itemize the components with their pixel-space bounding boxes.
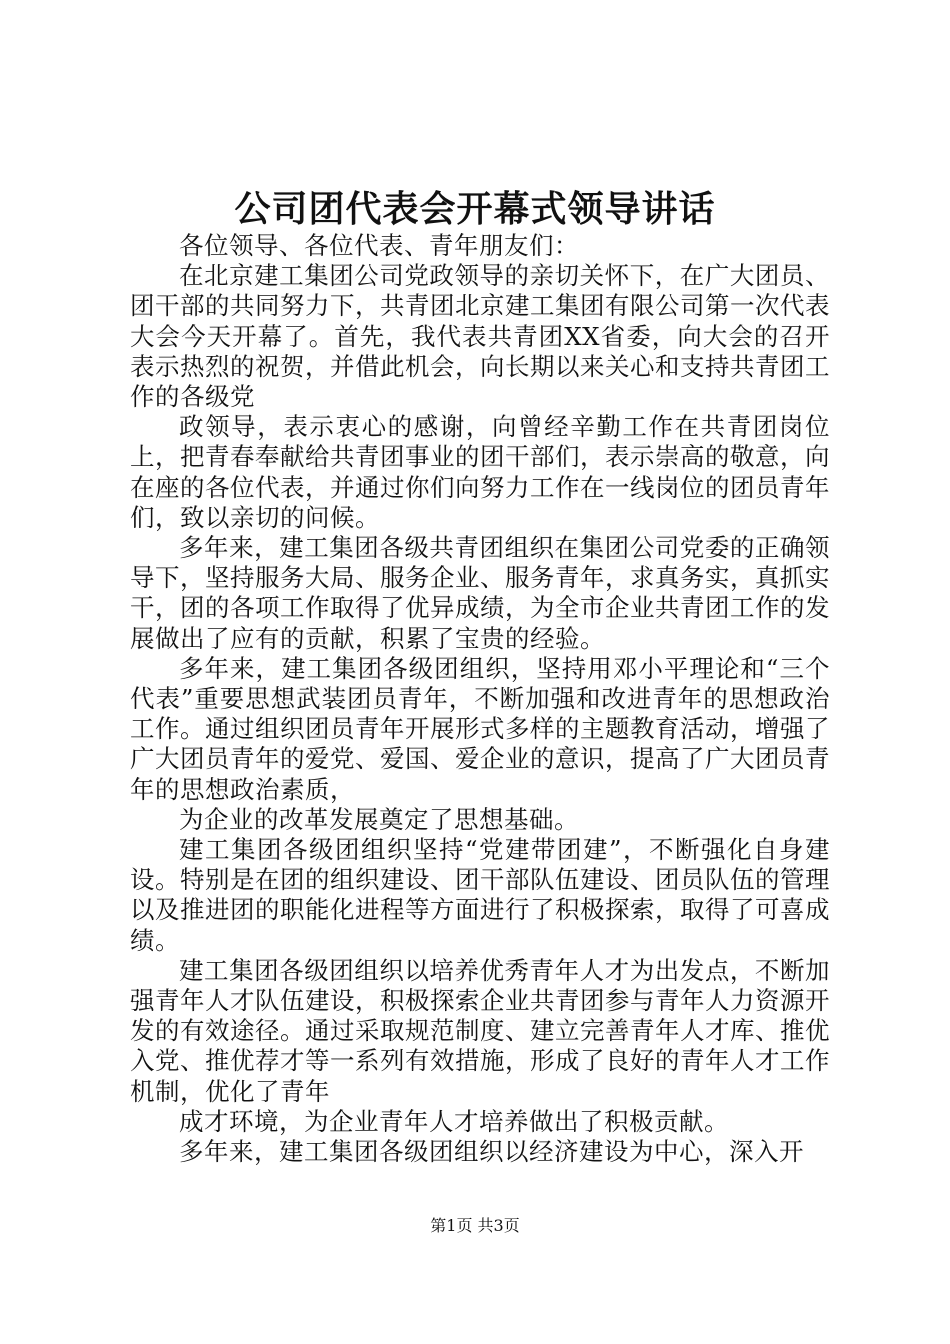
paragraph: 多年来，建工集团各级团组织以经济建设为中心，深入开 xyxy=(179,1137,804,1167)
paragraph: 在北京建工集团公司党政领导的亲切关怀下，在广大团员、团干部的共同努力下，共青团北京建工集团有限公司第一次代表大会今天开幕了。首先，我代表共青团XX省委，向大会的召开表示热烈的祝贺，并借此机会，向长期以来关心和支持共青团工作的各级党 xyxy=(130,261,830,412)
page-footer: 第1页 共3页 xyxy=(430,1216,520,1235)
document-body xyxy=(130,231,830,1167)
paragraph: 成才环境，为企业青年人才培养做出了积极贡献。 xyxy=(179,1106,729,1136)
paragraph: 为企业的改革发展奠定了思想基础。 xyxy=(179,804,579,834)
paragraph: 多年来，建工集团各级共青团组织在集团公司党委的正确领导下，坚持服务大局、服务企业、服务青年，求真务实，真抓实干，团的各项工作取得了优异成绩，为全市企业共青团工作的发展做出了应有的贡献，积累了宝贵的经验。 xyxy=(130,533,830,653)
paragraph-salutation: 各位领导、各位代表、青年朋友们： xyxy=(179,231,579,260)
paragraph: 建工集团各级团组织以培养优秀青年人才为出发点，不断加强青年人才队伍建设，积极探索企业共青团参与青年人力资源开发的有效途径。通过采取规范制度、建立完善青年人才库、推优入党、推优荐才等一系列有效措施，形成了良好的青年人才工作机制，优化了青年 xyxy=(130,955,830,1106)
paragraph: 多年来，建工集团各级团组织，坚持用邓小平理论和“三个代表”重要思想武装团员青年，不断加强和改进青年的思想政治工作。通过组织团员青年开展形式多样的主题教育活动，增强了广大团员青年的爱党、爱国、爱企业的意识，提高了广大团员青年的思想政治素质， xyxy=(130,653,830,804)
document-title: 公司团代表会开幕式领导讲话 xyxy=(234,188,716,230)
paragraph: 政领导，表示衷心的感谢，向曾经辛勤工作在共青团岗位上，把青春奉献给共青团事业的团干部们，表示崇高的敬意，向在座的各位代表，并通过你们向努力工作在一线岗位的团员青年们，致以亲切的问候。 xyxy=(130,412,830,532)
paragraph: 建工集团各级团组织坚持“党建带团建”，不断强化自身建设。特别是在团的组织建设、团干部队伍建设、团员队伍的管理以及推进团的职能化进程等方面进行了积极探索，取得了可喜成绩。 xyxy=(130,835,830,955)
